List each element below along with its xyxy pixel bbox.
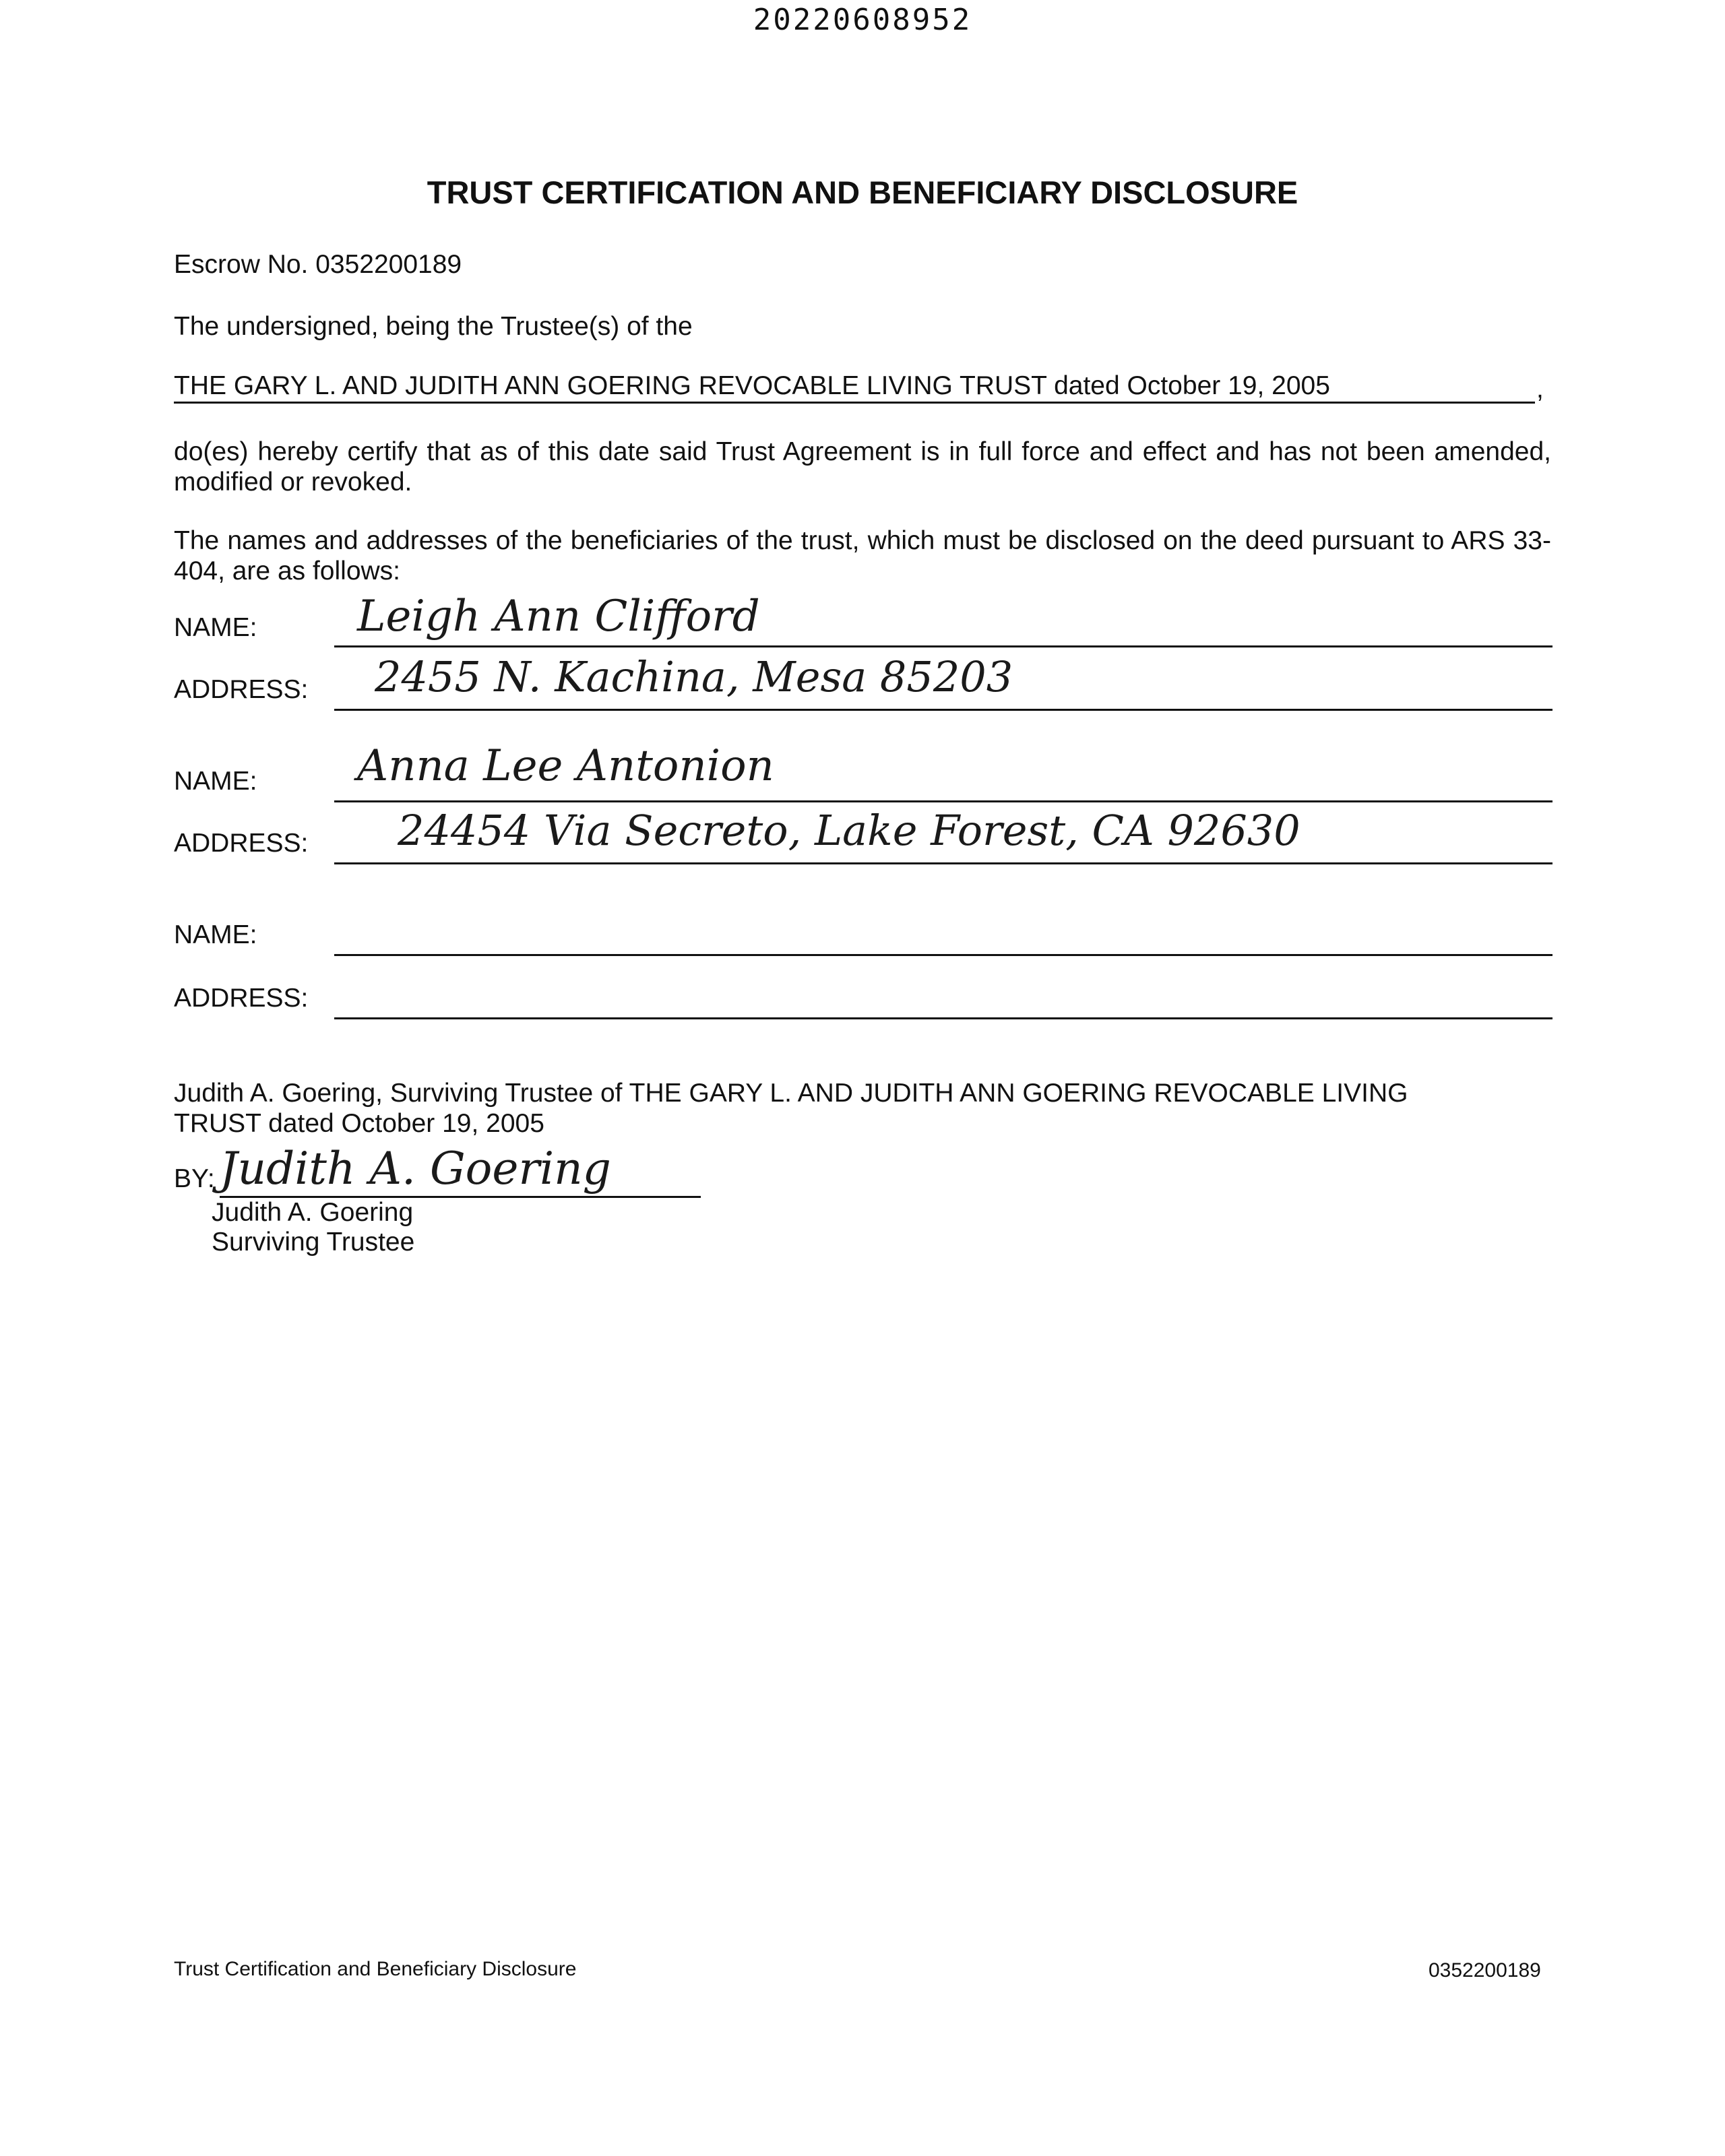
beneficiary-1-address: 2455 N. Kachina, Mesa 85203 bbox=[375, 652, 1013, 701]
trustee-signature: Judith A. Goering bbox=[220, 1143, 611, 1195]
intro-text: The undersigned, being the Trustee(s) of the bbox=[174, 312, 693, 341]
trust-line-comma: , bbox=[1536, 375, 1544, 404]
beneficiary-3-address-line bbox=[334, 1017, 1552, 1019]
beneficiary-1-address-label: ADDRESS: bbox=[174, 675, 309, 704]
trust-name-field bbox=[174, 371, 1535, 404]
beneficiary-1-name: Leigh Ann Clifford bbox=[357, 592, 760, 641]
beneficiary-1-address-line bbox=[334, 709, 1552, 711]
footer-escrow-number: 0352200189 bbox=[1429, 1959, 1541, 1981]
beneficiary-3-address-label: ADDRESS: bbox=[174, 984, 309, 1013]
beneficiary-1-name-line bbox=[334, 645, 1552, 647]
beneficiary-2-address-line bbox=[334, 862, 1552, 864]
beneficiary-2-address: 24454 Via Secreto, Lake Forest, CA 92630 bbox=[398, 806, 1300, 855]
signer-name: Judith A. Goering bbox=[212, 1198, 414, 1227]
trustee-statement: Judith A. Goering, Surviving Trustee of THE GARY L. AND JUDITH ANN GOERING REVOCABLE LIVING TRUST dated October 19, 2005 bbox=[174, 1079, 1408, 1138]
beneficiary-3-name-label: NAME: bbox=[174, 920, 257, 949]
beneficiary-2-address-label: ADDRESS: bbox=[174, 829, 309, 858]
disclosure-text: The names and addresses of the beneficiaries of the trust, which must be disclosed on the deed pursuant to ARS 33-404, are as follows: bbox=[174, 526, 1551, 585]
certification-text: do(es) hereby certify that as of this date said Trust Agreement is in full force and effect and has not been amended, modified or revoked. bbox=[174, 437, 1551, 497]
beneficiary-3-name-line bbox=[334, 954, 1552, 956]
beneficiary-2-name: Anna Lee Antonion bbox=[357, 741, 774, 791]
recording-number: 20220608952 bbox=[753, 3, 972, 37]
beneficiary-2-name-line bbox=[334, 800, 1552, 802]
beneficiary-1-name-label: NAME: bbox=[174, 613, 257, 642]
by-label: BY: bbox=[174, 1164, 215, 1193]
document-title: TRUST CERTIFICATION AND BENEFICIARY DISCLOSURE bbox=[427, 175, 1298, 210]
trust-name: THE GARY L. AND JUDITH ANN GOERING REVOCABLE LIVING TRUST dated October 19, 2005 bbox=[174, 371, 1330, 400]
escrow-number: Escrow No. 0352200189 bbox=[174, 250, 462, 279]
beneficiary-2-name-label: NAME: bbox=[174, 767, 257, 796]
footer-document-name: Trust Certification and Beneficiary Disclosure bbox=[174, 1958, 577, 1980]
signer-title: Surviving Trustee bbox=[212, 1228, 415, 1257]
